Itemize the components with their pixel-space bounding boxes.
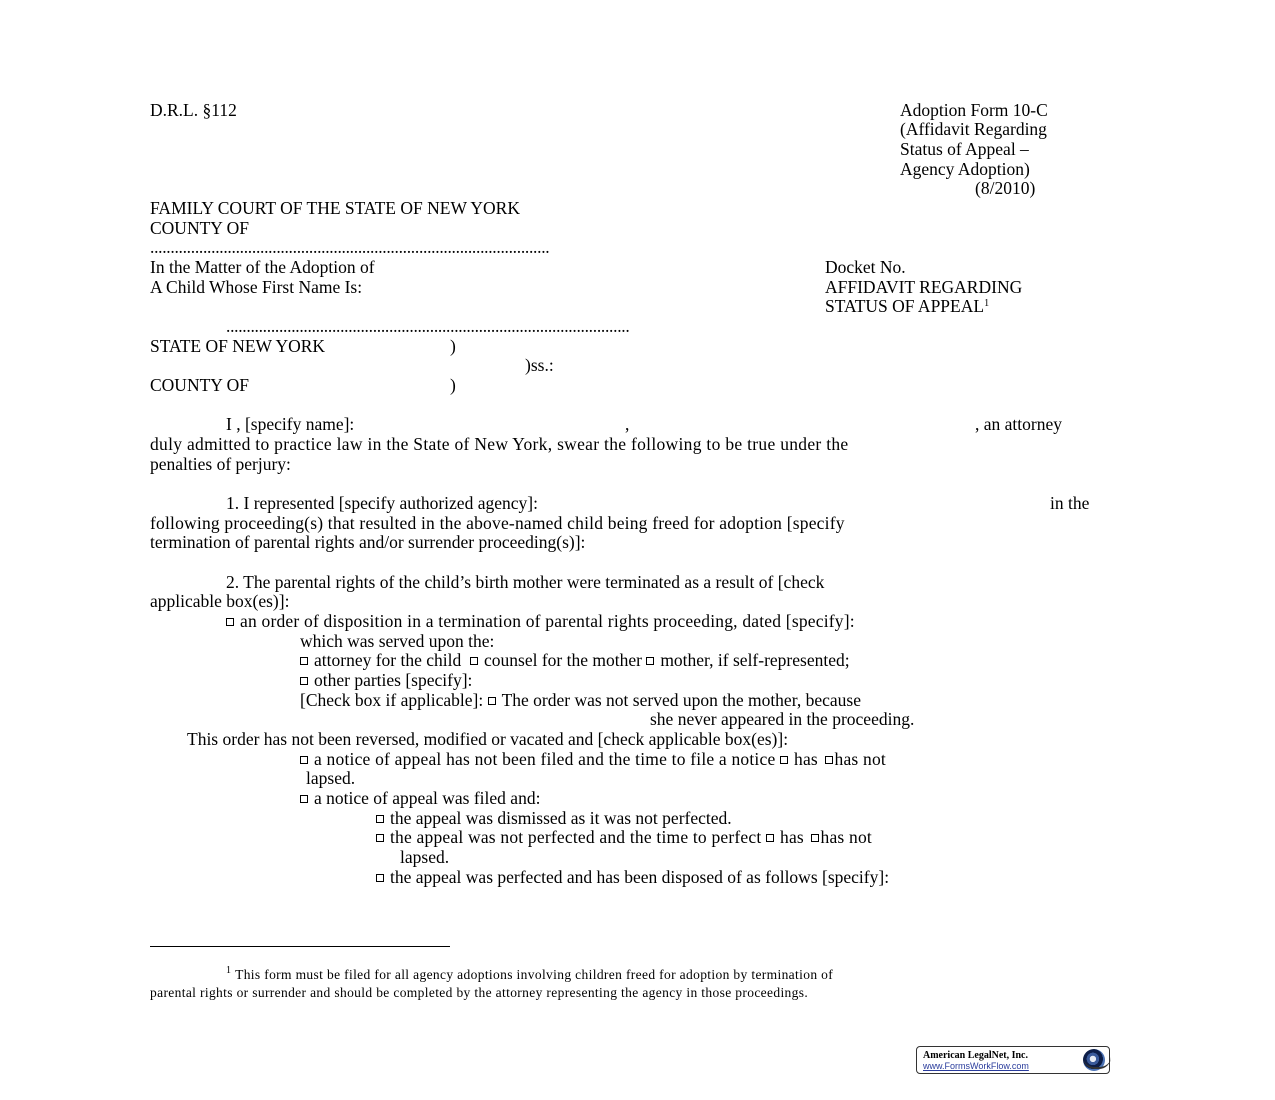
publisher-logo[interactable] — [916, 1046, 1110, 1074]
comma: , — [625, 414, 630, 434]
document-title: AFFIDAVIT REGARDING — [825, 277, 1023, 297]
docket-label: Docket No. — [825, 257, 906, 277]
child-name-dots: ................................................................................................... — [226, 316, 630, 336]
option-perfected: the appeal was perfected and has been disposed of as follows [specify]: — [376, 868, 889, 888]
footnote-divider — [150, 946, 450, 947]
form-subtitle-line: (Affidavit Regarding — [900, 119, 1047, 139]
checkbox[interactable] — [300, 795, 308, 803]
venue-state: STATE OF NEW YORK — [150, 336, 326, 356]
lapsed-text: lapsed. — [306, 768, 356, 788]
venue-paren: ) — [450, 336, 456, 356]
option-not-perfected: the appeal was not perfected and the time to perfect has has not — [376, 828, 872, 848]
checkbox[interactable] — [488, 697, 496, 705]
form-subtitle-line: Status of Appeal – — [900, 139, 1029, 159]
footnote-line: $^1$ This form must be filed for all agency adoptions involving children freed for adoption by termination of — [226, 965, 834, 982]
document-title: STATUS OF APPEAL$^1$ — [825, 296, 990, 316]
checkbox[interactable] — [300, 677, 308, 685]
checkbox[interactable] — [766, 834, 774, 842]
checkbox[interactable] — [300, 657, 308, 665]
paragraph-2: applicable box(es)]: — [150, 591, 290, 611]
footnote-line: parental rights or surrender and should be completed by the attorney representing the agency in those proceedings. — [150, 985, 809, 1000]
checkbox[interactable] — [376, 874, 384, 882]
form-subtitle-line: Agency Adoption) — [900, 159, 1030, 179]
checkbox[interactable] — [780, 756, 788, 764]
option-order-disposition: an order of disposition in a termination of parental rights proceeding, dated [specify]: — [226, 612, 855, 632]
served-parties-row: attorney for the child counsel for the mother mother, if self-represented; — [300, 651, 850, 671]
form-revision-date: (8/2010) — [975, 178, 1036, 198]
publisher-name: American LegalNet, Inc. — [923, 1050, 1028, 1061]
not-served-reason: she never appeared in the proceeding. — [650, 709, 915, 729]
venue-ss: )ss.: — [525, 355, 554, 375]
footnote-marker: 1 — [226, 965, 232, 976]
checkbox[interactable] — [811, 834, 819, 842]
publisher-url[interactable]: www.FormsWorkFlow.com — [923, 1061, 1029, 1071]
attorney-text: , an attorney — [975, 414, 1062, 434]
lapsed-text: lapsed. — [400, 847, 450, 867]
venue-county: COUNTY OF — [150, 375, 250, 395]
paragraph-1: in the — [1050, 493, 1090, 513]
paragraph-1: 1. I represented [specify authorized agency]: — [226, 493, 538, 513]
paragraph-1: following proceeding(s) that resulted in the above-named child being freed for adoption [specify — [150, 513, 845, 533]
affiant-name-label: I , [specify name]: — [226, 414, 355, 434]
option-dismissed: the appeal was dismissed as it was not perfected. — [376, 809, 732, 829]
intro-text: duly admitted to practice law in the State of New York, swear the following to be true under the — [150, 434, 849, 454]
not-reversed-text: This order has not been reversed, modified or vacated and [check applicable box(es)]: — [187, 729, 789, 749]
county-label: COUNTY OF — [150, 218, 250, 238]
checkbox[interactable] — [300, 756, 308, 764]
checkbox[interactable] — [825, 756, 833, 764]
form-number: Adoption Form 10-C — [900, 100, 1048, 120]
court-name: FAMILY COURT OF THE STATE OF NEW YORK — [150, 198, 520, 218]
dotted-separator: .................................................................................................. — [150, 237, 550, 257]
intro-text: penalties of perjury: — [150, 454, 291, 474]
option-other-parties: other parties [specify]: — [300, 671, 472, 691]
checkbox[interactable] — [226, 618, 234, 626]
checkbox[interactable] — [646, 657, 654, 665]
option-notice-filed: a notice of appeal was filed and: — [300, 789, 540, 809]
checkbox[interactable] — [376, 815, 384, 823]
venue-paren: ) — [450, 375, 456, 395]
served-upon-label: which was served upon the: — [300, 631, 495, 651]
statute-reference: D.R.L. §112 — [150, 100, 237, 120]
footnote-ref: 1 — [984, 298, 990, 309]
paragraph-1: termination of parental rights and/or surrender proceeding(s)]: — [150, 532, 586, 552]
checkbox[interactable] — [376, 834, 384, 842]
checkbox[interactable] — [470, 657, 478, 665]
paragraph-2: 2. The parental rights of the child’s birth mother were terminated as a result of [check — [226, 572, 825, 592]
matter-line: In the Matter of the Adoption of — [150, 257, 375, 277]
matter-line: A Child Whose First Name Is: — [150, 277, 363, 297]
not-served-row: [Check box if applicable]: The order was not served upon the mother, because — [300, 690, 861, 710]
option-notice-not-filed: a notice of appeal has not been filed and the time to file a notice has has not — [300, 750, 886, 770]
